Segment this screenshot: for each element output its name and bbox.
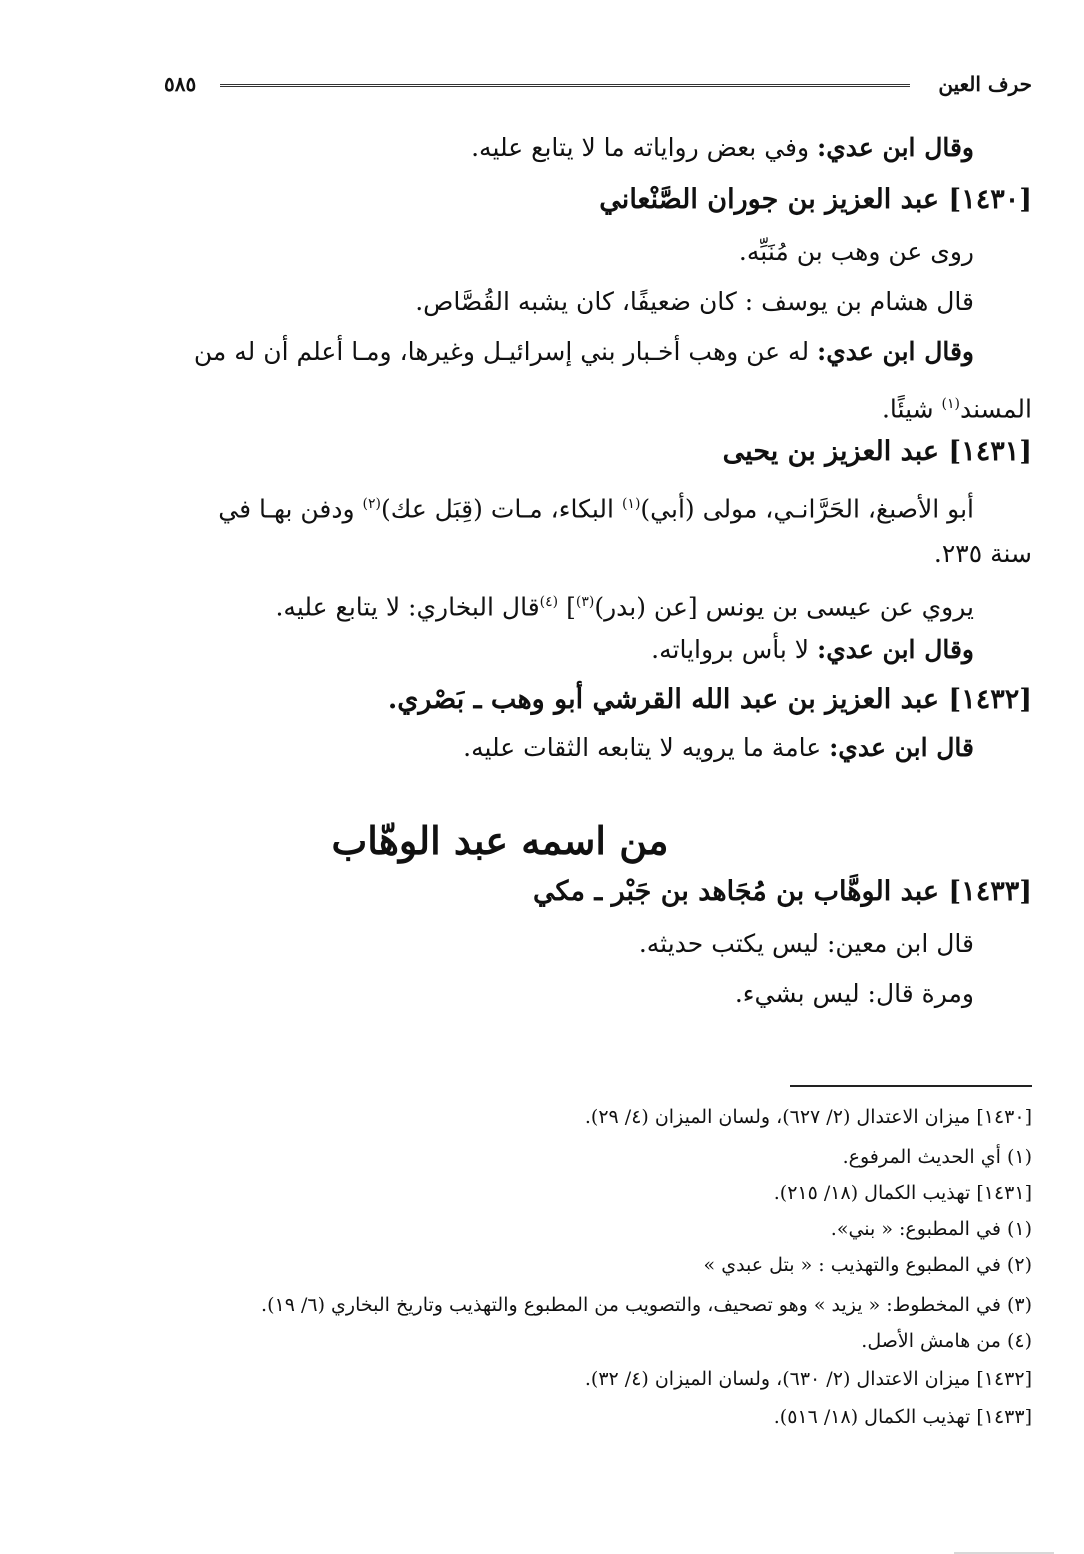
line-text: ودفن بهـا في <box>218 494 363 524</box>
footnote: [١٤٣٢] ميزان الاعتدال (٢/ ٦٣٠)، ولسان الميزان (٤/ ٣٢). <box>584 1368 1032 1390</box>
footnote: [١٤٣٠] ميزان الاعتدال (٢/ ٦٢٧)، ولسان الميزان (٤/ ٢٩). <box>584 1106 1032 1128</box>
line-text: قال البخاري: لا يتابع عليه. <box>275 592 540 622</box>
text-line: ومرة قال: ليس بشيء. <box>734 979 974 1008</box>
line-lead: وقال ابن عدي: <box>817 133 974 162</box>
line-lead: وقال ابن عدي: <box>817 635 974 664</box>
line-lead: قال ابن عدي: <box>829 733 974 762</box>
entry-heading-1432: [١٤٣٢] عبد العزيز بن عبد الله القرشي أبو وهب ـ بَصْري. <box>387 684 1032 715</box>
line-text: عامة ما يرويه لا يتابعه الثقات عليه. <box>463 733 830 762</box>
footnote: [١٤٣٣] تهذيب الكمال (١٨/ ٥١٦). <box>773 1406 1032 1428</box>
entry-heading-1431: [١٤٣١] عبد العزيز بن يحيى <box>722 436 1032 467</box>
text-line <box>882 384 1032 429</box>
line-text: شيئًا. <box>881 394 942 424</box>
line-text: لا بأس برواياته. <box>651 635 818 664</box>
header-title: حرف العين <box>938 72 1032 96</box>
text-line: سنة ٢٣٥. <box>933 539 1032 568</box>
running-header <box>150 62 1040 102</box>
footnote: (١) أي الحديث المرفوع. <box>842 1146 1032 1168</box>
footnote-marker: (٣) <box>575 594 595 610</box>
text-line: قال هشام بن يوسف : كان ضعيفًا، كان يشبه القُصَّاص. <box>415 287 974 316</box>
line-text: ] <box>558 592 576 622</box>
text-line: قال ابن معين: ليس يكتب حديثه. <box>638 929 974 958</box>
text-line <box>275 582 974 627</box>
line-text: وفي بعض رواياته ما لا يتابع عليه. <box>471 133 818 162</box>
header-rule <box>220 84 910 87</box>
footnote: (٤) من هامش الأصل. <box>861 1330 1032 1352</box>
footnote-rule <box>790 1085 1032 1087</box>
footnote: (١) في المطبوع: « بني». <box>830 1218 1032 1240</box>
line-text: المسند <box>960 394 1032 424</box>
text-line <box>471 128 974 168</box>
footnote-marker: (٤) <box>539 594 559 610</box>
footnote: (٢) في المطبوع والتهذيب : « بتل عبدي » <box>703 1254 1032 1276</box>
line-text: البكاء، مـات (قِبَل عك) <box>381 494 622 524</box>
text-line <box>463 728 974 768</box>
line-text: له عن وهب أخـبار بني إسرائيـل وغيرها، ومـا أعلم أن له من <box>193 337 818 366</box>
text-line <box>194 332 974 372</box>
text-line <box>651 630 974 670</box>
line-lead: وقال ابن عدي: <box>817 337 974 366</box>
page-number: ٥٨٥ <box>164 72 197 96</box>
entry-heading-1430: [١٤٣٠] عبد العزيز بن جوران الصَّنْعاني <box>599 184 1032 215</box>
line-text: أبو الأصبغ، الحَرَّانـي، مولى (أبي) <box>640 494 974 524</box>
footnote-marker: (٢) <box>362 496 381 512</box>
section-title: من اسمه عبد الوهّاب <box>331 818 669 863</box>
text-line: روى عن وهب بن مُنَبِّه. <box>738 237 974 266</box>
footnote: [١٤٣١] تهذيب الكمال (١٨/ ٢١٥). <box>773 1182 1032 1204</box>
entry-heading-1433: [١٤٣٣] عبد الوهَّاب بن مُجَاهد بن جَبْر ـ مكي <box>533 876 1032 907</box>
footnote-marker: (١) <box>941 396 960 412</box>
footnote: (٣) في المخطوط: « يزيد » وهو تصحيف، والتصويب من المطبوع والتهذيب وتاريخ البخاري (٦/ ١٩). <box>261 1294 1032 1316</box>
footnote-marker: (١) <box>621 496 641 512</box>
text-line <box>218 484 974 529</box>
line-text: يروي عن عيسى بن يونس [عن (بدر) <box>594 592 974 622</box>
